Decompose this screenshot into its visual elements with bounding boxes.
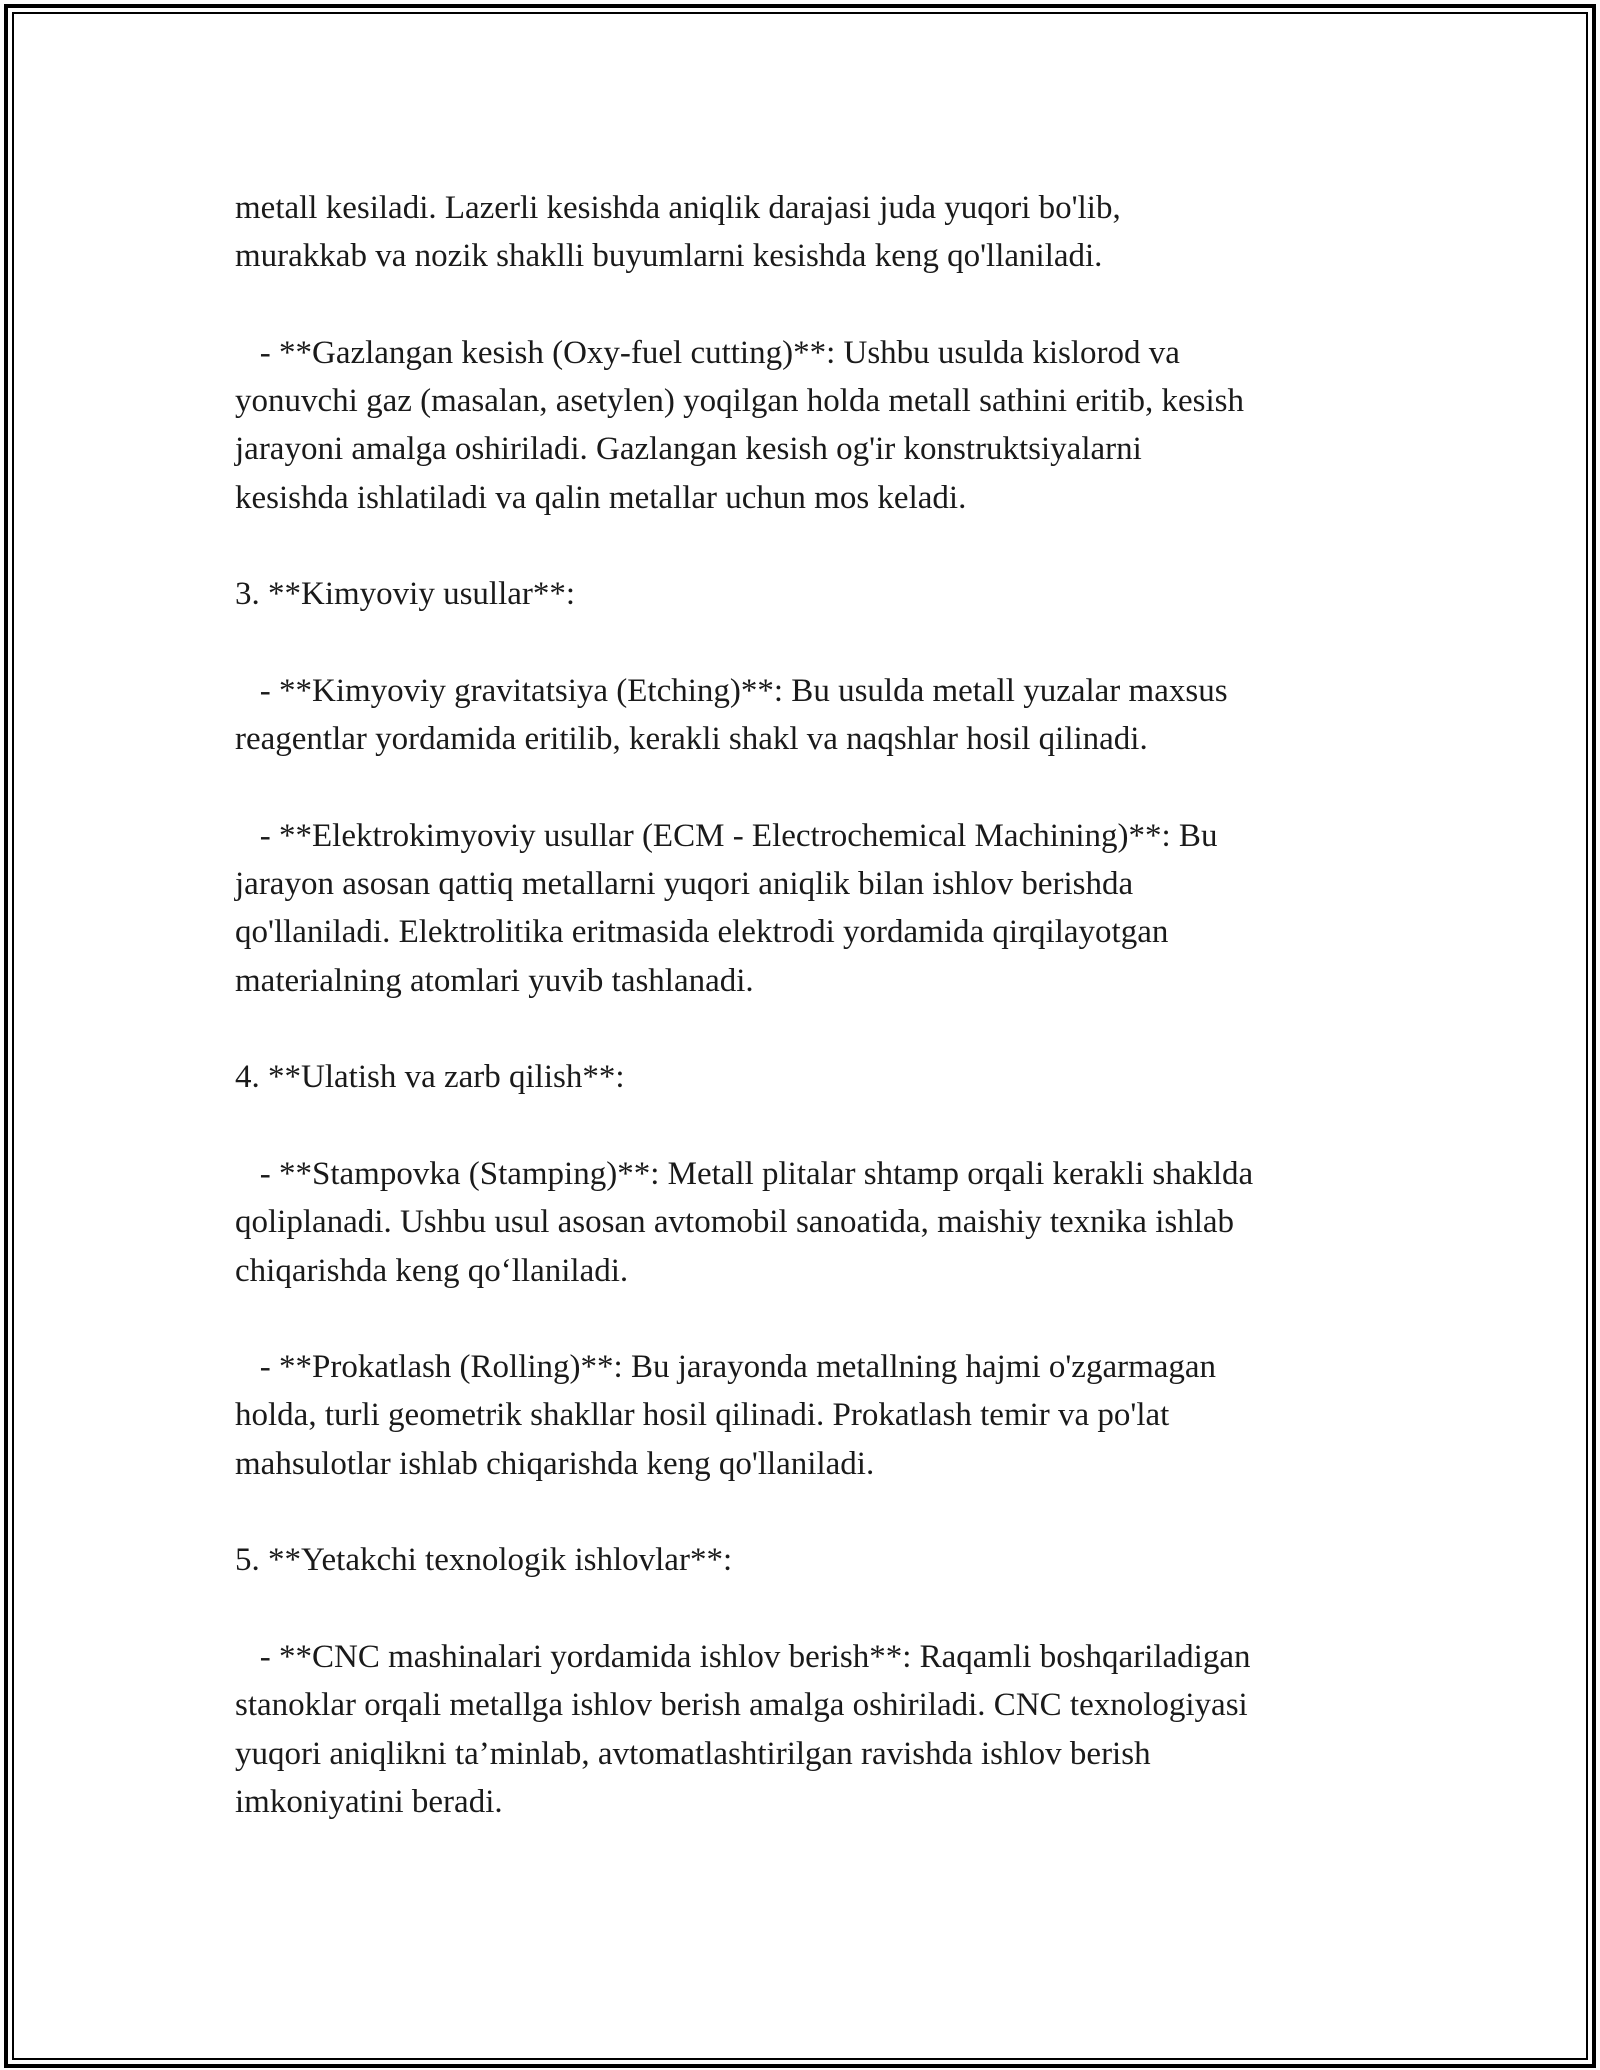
- text-line: qoliplanadi. Ushbu usul asosan avtomobil sanoatida, maishiy texnika ishlab: [235, 1204, 1235, 1241]
- paragraph-rolling: [235, 1343, 1405, 1488]
- heading-chemical-methods: [235, 570, 1405, 618]
- paragraph-etching: [235, 667, 1405, 764]
- text-line: mahsulotlar ishlab chiqarishda keng qo'llaniladi.: [235, 1445, 875, 1482]
- text-line: jarayoni amalga oshiriladi. Gazlangan kesish og'ir konstruktsiyalarni: [235, 431, 1142, 468]
- text-line: - **Elektrokimyoviy usullar (ECM - Electrochemical Machining)**: Bu: [235, 817, 1218, 854]
- heading-forming-stamping: [235, 1053, 1405, 1101]
- document-body: [235, 184, 1405, 1826]
- text-line: materialning atomlari yuvib tashlanadi.: [235, 962, 754, 999]
- text-line: qo'llaniladi. Elektrolitika eritmasida elektrodi yordamida qirqilayotgan: [235, 914, 1169, 951]
- text-line: kesishda ishlatiladi va qalin metallar uchun mos keladi.: [235, 479, 967, 516]
- text-line: - **Kimyoviy gravitatsiya (Etching)**: Bu usulda metall yuzalar maxsus: [235, 672, 1228, 709]
- text-line: 5. **Yetakchi texnologik ishlovlar**:: [235, 1542, 733, 1579]
- text-line: yonuvchi gaz (masalan, asetylen) yoqilgan holda metall sathini eritib, kesish: [235, 383, 1244, 420]
- paragraph-laser-cutting-continuation: [235, 184, 1405, 281]
- text-line: imkoniyatini beradi.: [235, 1783, 503, 1820]
- text-line: murakkab va nozik shaklli buyumlarni kesishda keng qo'llaniladi.: [235, 238, 1103, 275]
- text-line: chiqarishda keng qo‘llaniladi.: [235, 1252, 629, 1289]
- text-line: - **Gazlangan kesish (Oxy-fuel cutting)**: Ushbu usulda kislorod va: [235, 334, 1180, 371]
- text-line: yuqori aniqlikni ta’minlab, avtomatlashtirilgan ravishda ishlov berish: [235, 1735, 1151, 1772]
- text-line: - **Prokatlash (Rolling)**: Bu jarayonda metallning hajmi o'zgarmagan: [235, 1349, 1217, 1386]
- paragraph-ecm: [235, 812, 1405, 1005]
- text-line: jarayon asosan qattiq metallarni yuqori aniqlik bilan ishlov berishda: [235, 866, 1134, 903]
- text-line: - **Stampovka (Stamping)**: Metall plitalar shtamp orqali kerakli shaklda: [235, 1155, 1254, 1192]
- heading-leading-technologies: [235, 1536, 1405, 1584]
- text-line: holda, turli geometrik shakllar hosil qilinadi. Prokatlash temir va po'lat: [235, 1397, 1170, 1434]
- text-line: 3. **Kimyoviy usullar**:: [235, 576, 576, 613]
- paragraph-oxy-fuel-cutting: [235, 329, 1405, 522]
- text-line: stanoklar orqali metallga ishlov berish amalga oshiriladi. CNC texnologiyasi: [235, 1687, 1248, 1724]
- paragraph-cnc: [235, 1633, 1405, 1826]
- paragraph-stamping: [235, 1150, 1405, 1295]
- text-line: - **CNC mashinalari yordamida ishlov berish**: Raqamli boshqariladigan: [235, 1638, 1251, 1675]
- text-line: reagentlar yordamida eritilib, kerakli shakl va naqshlar hosil qilinadi.: [235, 721, 1148, 758]
- text-line: metall kesiladi. Lazerli kesishda aniqlik darajasi juda yuqori bo'lib,: [235, 190, 1121, 226]
- text-line: 4. **Ulatish va zarb qilish**:: [235, 1059, 625, 1096]
